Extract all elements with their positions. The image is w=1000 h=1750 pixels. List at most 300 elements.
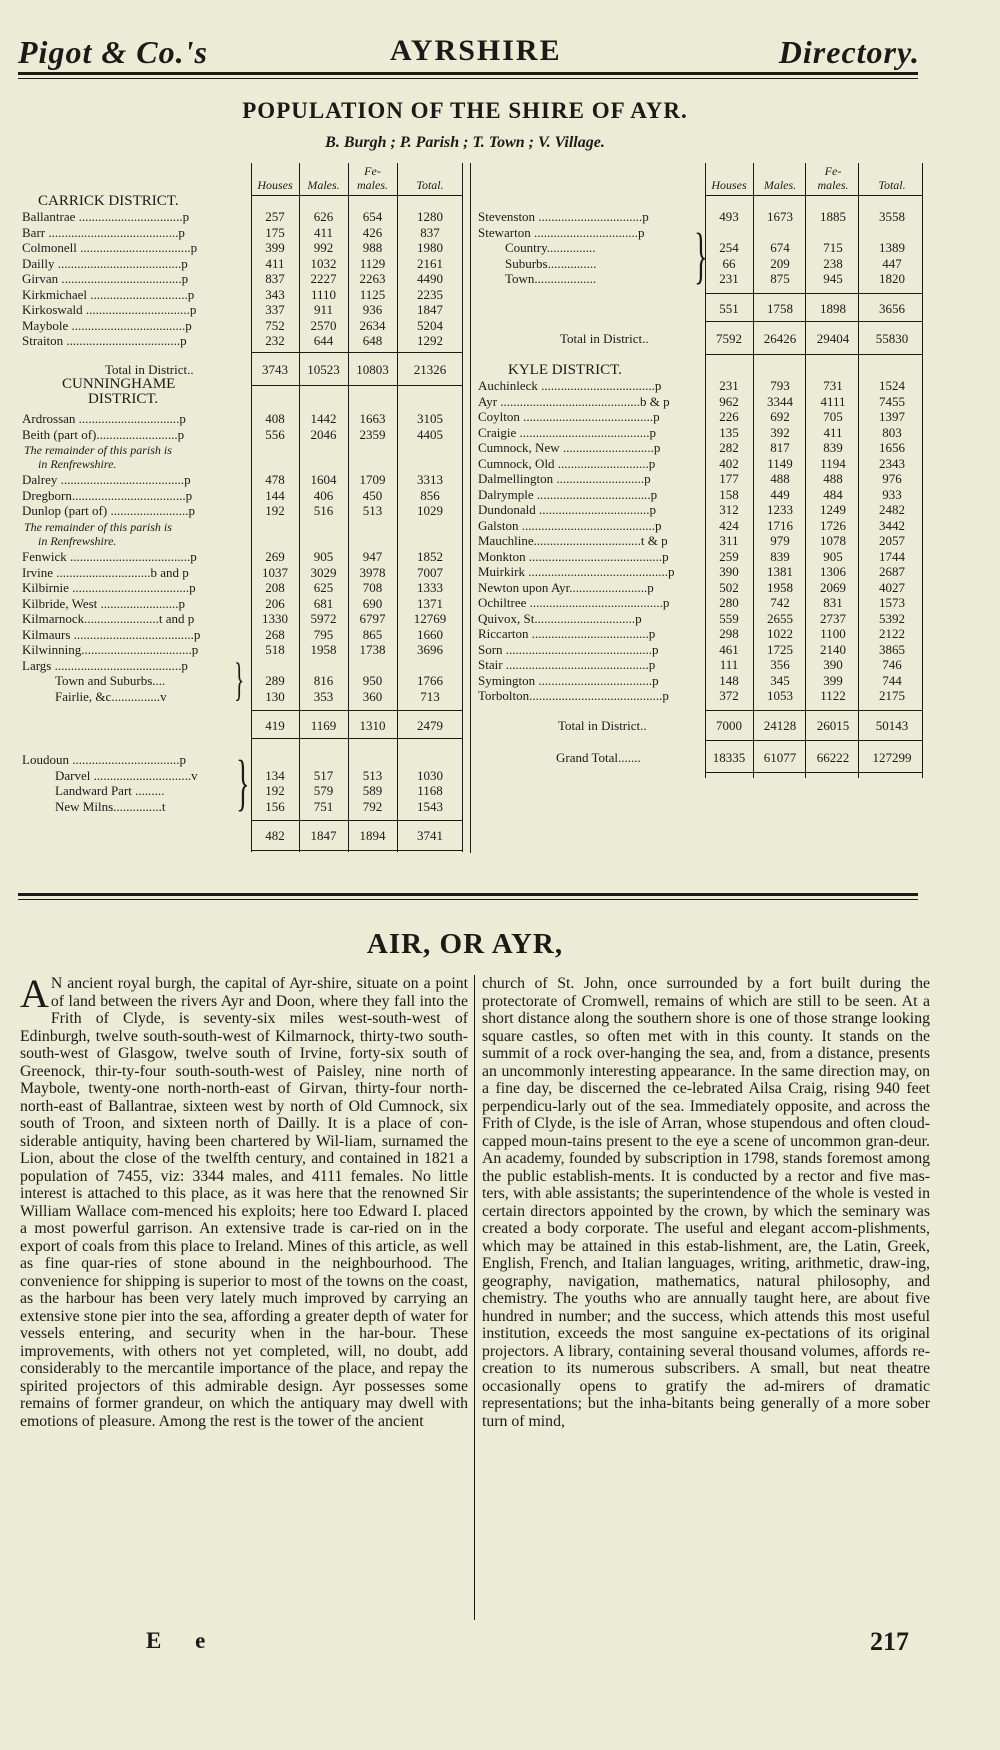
table-row-label: Cumnock, Old ............................p [478, 455, 656, 471]
table-row-label: Fairlie, &c...............v [55, 688, 167, 704]
table-cell-t: 50143 [875, 717, 909, 733]
table-row-label: Kilwinning..................................p [22, 642, 199, 657]
table-cell-f: 3978 [359, 564, 386, 580]
table-cell-m: 356 [770, 657, 790, 672]
table-cell-m: 488 [770, 471, 790, 486]
table-row-label: Symington ...................................p [478, 672, 659, 688]
table-row-label: Ochiltree .........................................p [478, 595, 670, 610]
table-row-label: Country............... [505, 240, 596, 255]
table-cell-m: 692 [770, 409, 790, 424]
table-cell-m: 1758 [767, 300, 793, 316]
table-cell-t: 4490 [417, 271, 443, 286]
table-cell-h: 134 [265, 767, 285, 783]
table-cell-t: 746 [882, 657, 902, 672]
table-cell-m: 1032 [310, 255, 337, 271]
table-cell-f: 865 [362, 626, 383, 642]
table-cell-h: 206 [265, 595, 285, 611]
table-cell-f: 2140 [820, 641, 846, 657]
table-row-label: Dundonald ..................................p [478, 502, 657, 517]
table-note: in Renfrewshire. [38, 457, 117, 471]
table-cell-m: 905 [313, 549, 334, 564]
table-row-label: Maybole ...................................p [22, 317, 192, 333]
district-heading-kyle: KYLE DISTRICT. [508, 362, 622, 378]
table-cell-f: 1894 [359, 828, 386, 843]
table-cell-m: 26426 [763, 331, 797, 346]
table-note: in Renfrewshire. [38, 533, 117, 548]
table-cell-t: 7455 [879, 393, 905, 409]
district-total-label: Total in District.. [558, 717, 647, 733]
table-cell-f: 513 [362, 503, 383, 518]
table-column-line [922, 163, 923, 778]
table-cell-f: 1663 [359, 411, 386, 426]
table-cell-h: 7000 [716, 717, 742, 733]
table-cell-t: 3558 [879, 209, 905, 224]
table-cell-f: 238 [823, 255, 843, 271]
table-cell-t: 1660 [417, 626, 443, 642]
table-cell-f: 936 [362, 302, 383, 317]
table-row-label: Monkton .........................................p [478, 548, 669, 564]
table-cell-t: 856 [420, 487, 440, 503]
table-note: The remainder of this parish is [24, 443, 172, 457]
table-column-line [299, 163, 300, 852]
table-cell-m: 2227 [310, 271, 337, 286]
table-row-label: Dunlop (part of) ........................p [22, 503, 195, 518]
table-cell-m: 411 [313, 224, 334, 240]
table-cell-m: 1958 [767, 579, 793, 595]
table-row-label: Dailly ......................................p [22, 255, 188, 271]
table-cell-h: 962 [719, 393, 739, 409]
table-cell-h: 556 [265, 426, 285, 442]
table-cell-h: 408 [265, 411, 285, 426]
table-cell-f: 708 [362, 580, 383, 595]
table-cell-f: 360 [362, 688, 383, 704]
column-header-females: males. [357, 178, 388, 192]
table-cell-h: 411 [265, 255, 285, 271]
table-cell-t: 3741 [417, 828, 443, 843]
table-cell-f: 26015 [816, 717, 850, 733]
table-cell-m: 625 [313, 580, 334, 595]
drop-cap: A [20, 971, 49, 1016]
table-cell-t: 933 [882, 486, 902, 502]
table-cell-m: 751 [313, 798, 334, 814]
table-row-label: Kilbride, West ........................p [22, 595, 186, 611]
table-title: POPULATION OF THE SHIRE OF AYR. [242, 98, 688, 123]
table-cell-t: 1397 [879, 409, 905, 424]
table-cell-f: 513 [362, 767, 383, 783]
table-cell-t: 3656 [879, 300, 905, 316]
table-rule [251, 738, 462, 739]
table-cell-h: 226 [719, 409, 739, 424]
table-cell-h: 257 [265, 209, 285, 224]
table-cell-t: 713 [420, 688, 440, 704]
table-cell-h: 3743 [262, 362, 288, 377]
table-rule [705, 740, 922, 741]
table-row-label: Torbolton.........................................p [478, 688, 669, 703]
table-cell-t: 3696 [417, 642, 443, 657]
table-rule [705, 354, 922, 355]
table-row-label: Galston .........................................p [478, 517, 662, 533]
table-cell-h: 144 [265, 487, 285, 503]
article-title: AIR, OR AYR, [366, 928, 564, 960]
table-cell-h: 402 [719, 455, 739, 471]
table-cell-m: 5972 [310, 611, 337, 626]
table-row-label: Landward Part ......... [55, 783, 165, 798]
table-cell-m: 681 [313, 595, 334, 611]
table-cell-m: 817 [770, 440, 790, 455]
table-cell-m: 3344 [767, 393, 793, 409]
table-cell-m: 1233 [767, 502, 793, 517]
table-cell-h: 482 [265, 828, 285, 843]
table-cell-t: 1524 [879, 378, 905, 393]
table-cell-t: 1744 [879, 548, 905, 564]
table-cell-t: 12769 [413, 611, 447, 626]
table-cell-t: 447 [882, 255, 902, 271]
table-row-label: Kirkoswald ................................p [22, 302, 197, 317]
table-cell-t: 2687 [879, 564, 905, 579]
table-row-label: Riccarton ....................................p [478, 626, 656, 641]
table-cell-h: 156 [265, 798, 285, 814]
table-cell-m: 3029 [310, 564, 337, 580]
table-cell-m: 209 [770, 255, 790, 271]
table-cell-h: 148 [719, 672, 739, 688]
table-cell-f: 1898 [820, 300, 846, 316]
table-column-line [251, 163, 252, 852]
table-cell-t: 2482 [879, 502, 905, 517]
table-row-label: Cumnock, New ............................p [478, 440, 661, 455]
table-cell-h: 289 [265, 673, 285, 688]
table-cell-t: 3313 [417, 472, 443, 487]
table-cell-t: 2057 [879, 533, 905, 548]
table-cell-f: 10803 [356, 362, 389, 377]
page-number: 217 [870, 1627, 909, 1656]
table-cell-h: 337 [265, 302, 285, 317]
table-cell-h: 298 [719, 626, 739, 641]
table-cell-h: 130 [265, 688, 285, 704]
table-cell-m: 2655 [767, 610, 793, 626]
table-cell-m: 644 [313, 333, 334, 348]
table-cell-m: 449 [770, 486, 790, 502]
brace-mark: } [236, 749, 250, 817]
table-rule [705, 321, 922, 322]
article-column-2 [482, 975, 930, 1430]
table-row-label: Colmonell ..................................p [22, 240, 198, 255]
table-cell-h: 493 [719, 209, 739, 224]
table-cell-f: 411 [823, 424, 843, 440]
table-cell-f: 654 [362, 209, 383, 224]
table-cell-h: 1330 [262, 611, 288, 626]
section-rule-thin [18, 899, 918, 900]
table-row-label: New Milns...............t [55, 798, 166, 814]
column-header-t: Total. [416, 178, 444, 192]
table-cell-f: 2737 [820, 610, 846, 626]
table-cell-h: 518 [265, 642, 285, 657]
table-cell-f: 1129 [359, 255, 386, 271]
table-rule [705, 195, 922, 196]
table-cell-h: 231 [719, 271, 739, 286]
column-header-females-top: Fe- [364, 164, 381, 178]
column-header-h: Houses [257, 178, 293, 192]
table-row-label: Barr ........................................p [22, 224, 185, 240]
column-divider [474, 975, 475, 1620]
table-cell-f: 4111 [820, 393, 846, 409]
table-cell-h: 502 [719, 579, 739, 595]
table-cell-t: 3865 [879, 641, 905, 657]
table-row-label: Town and Suburbs.... [55, 673, 166, 688]
table-cell-h: 259 [719, 548, 739, 564]
table-cell-h: 135 [719, 424, 739, 440]
table-cell-h: 232 [265, 333, 285, 348]
table-row-label: Kilmarnock.......................t and p [22, 611, 195, 626]
table-cell-f: 426 [362, 224, 383, 240]
table-rule [251, 820, 462, 821]
table-cell-m: 2570 [310, 317, 337, 333]
table-cell-f: 1249 [820, 502, 846, 517]
table-cell-t: 1030 [417, 767, 443, 783]
table-row-label: Auchinleck ...................................p [478, 378, 662, 393]
section-rule-thick [18, 893, 918, 896]
table-cell-f: 2069 [820, 579, 846, 595]
table-cell-t: 1980 [417, 240, 443, 255]
table-row-label: Straiton ...................................p [22, 333, 187, 348]
district-heading-cunninghame: CUNNINGHAME [62, 376, 176, 392]
table-cell-h: 192 [265, 503, 285, 518]
running-header-left: Pigot & Co.'s [18, 34, 208, 70]
table-cell-f: 705 [823, 409, 843, 424]
table-cell-f: 831 [823, 595, 843, 610]
table-cell-m: 392 [770, 424, 790, 440]
table-cell-f: 2359 [359, 426, 386, 442]
table-cell-h: 7592 [716, 331, 742, 346]
table-cell-h: 208 [265, 580, 285, 595]
table-row-label: Darvel ..............................v [55, 767, 198, 783]
table-cell-h: 111 [719, 657, 739, 672]
table-cell-f: 2263 [359, 271, 386, 286]
table-cell-m: 1847 [310, 828, 337, 843]
table-cell-f: 1885 [820, 209, 846, 224]
table-cell-t: 21326 [413, 362, 447, 377]
table-cell-f: 488 [823, 471, 843, 486]
table-cell-m: 674 [770, 240, 790, 255]
table-cell-h: 372 [719, 688, 739, 703]
table-cell-f: 715 [823, 240, 843, 255]
column-header-h: Houses [711, 178, 747, 192]
table-cell-m: 517 [313, 767, 334, 783]
district-total-label: Total in District.. [105, 362, 194, 377]
table-row-label: Loudoun .................................p [22, 752, 186, 767]
table-rule [251, 385, 462, 386]
table-cell-m: 1169 [310, 718, 337, 733]
table-cell-f: 792 [362, 798, 383, 814]
table-rule [705, 772, 922, 773]
table-cell-t: 744 [882, 672, 902, 688]
table-cell-m: 1442 [310, 411, 337, 426]
column-header-m: Males. [763, 178, 797, 192]
table-row-label: Largs .......................................p [22, 657, 188, 673]
table-row-label: Beith (part of).........................p [22, 426, 185, 442]
table-cell-f: 1306 [820, 564, 846, 579]
table-cell-h: 551 [719, 300, 739, 316]
table-cell-t: 2161 [417, 255, 443, 271]
table-cell-h: 312 [719, 502, 739, 517]
table-row-label: Fenwick .....................................p [22, 549, 197, 564]
table-cell-t: 1333 [417, 580, 443, 595]
table-column-line [397, 163, 398, 852]
district-heading-carrick: CARRICK DISTRICT. [38, 193, 179, 209]
table-cell-h: 461 [719, 641, 739, 657]
table-cell-m: 875 [770, 271, 790, 286]
table-column-line [805, 163, 806, 778]
table-cell-m: 61077 [763, 749, 797, 765]
table-cell-f: 1194 [820, 455, 846, 471]
table-cell-h: 269 [265, 549, 285, 564]
table-row-label: Stewarton ................................p [478, 224, 645, 240]
table-rule [251, 710, 462, 711]
table-cell-t: 2122 [879, 626, 905, 641]
table-cell-f: 2634 [359, 317, 386, 333]
table-row-label: Quivox, St...............................p [478, 610, 642, 626]
table-cell-h: 424 [719, 517, 739, 533]
brace-mark: } [694, 221, 708, 290]
table-cell-f: 690 [362, 595, 383, 611]
table-cell-f: 6797 [359, 611, 386, 626]
table-cell-h: 231 [719, 378, 739, 393]
table-cell-t: 1656 [879, 440, 905, 455]
article-column-1 [20, 971, 468, 1430]
table-cell-m: 1958 [310, 642, 337, 657]
table-row-label: Ardrossan ...............................p [22, 411, 186, 426]
table-cell-m: 1022 [767, 626, 793, 641]
table-cell-h: 343 [265, 286, 285, 302]
table-cell-h: 837 [265, 271, 285, 286]
table-cell-h: 311 [719, 533, 739, 548]
table-row-label: Girvan .....................................p [22, 271, 189, 286]
table-rule [251, 195, 462, 196]
table-cell-t: 4405 [417, 426, 443, 442]
table-cell-h: 66 [722, 255, 736, 271]
running-header-right: Directory. [778, 34, 920, 70]
table-cell-m: 10523 [307, 362, 340, 377]
table-cell-f: 839 [823, 440, 843, 455]
table-cell-f: 1310 [359, 718, 386, 733]
table-row-label: Dalrymple ...................................p [478, 486, 658, 502]
table-cell-m: 1604 [310, 472, 337, 487]
table-cell-t: 1573 [879, 595, 905, 610]
table-row-label: Suburbs............... [505, 255, 597, 271]
table-row-label: Stevenston ................................p [478, 209, 649, 224]
table-row-label: Dalrey ......................................p [22, 472, 191, 487]
table-cell-f: 1122 [820, 688, 846, 703]
table-cell-t: 3105 [417, 411, 443, 426]
column-header-m: Males. [307, 178, 340, 192]
table-cell-h: 752 [265, 317, 285, 333]
table-cell-t: 1168 [417, 783, 443, 798]
table-column-line [462, 163, 463, 852]
table-cell-h: 399 [265, 240, 285, 255]
district-total-label: Total in District.. [560, 331, 649, 346]
table-row-label: Coylton ........................................p [478, 409, 660, 424]
table-row-label: Mauchline.................................t & p [478, 533, 668, 548]
table-cell-m: 353 [313, 688, 334, 704]
table-cell-t: 2235 [417, 286, 443, 302]
table-cell-m: 1716 [767, 517, 793, 533]
table-cell-m: 626 [313, 209, 334, 224]
table-cell-t: 1847 [417, 302, 443, 317]
table-row-label: Irvine .............................b and p [22, 564, 189, 580]
table-cell-h: 1037 [262, 564, 288, 580]
table-cell-m: 516 [313, 503, 334, 518]
table-cell-f: 1738 [359, 642, 386, 657]
table-cell-h: 280 [719, 595, 739, 610]
table-cell-f: 945 [823, 271, 843, 286]
table-cell-t: 7007 [417, 564, 443, 580]
table-cell-m: 816 [313, 673, 334, 688]
table-cell-f: 589 [362, 783, 383, 798]
article-text-col2: church of St. John, once surrounded by a fort built during the protectorate of Cromwell, remains of which are still to be seen. At a short distance along the southern shore is one of those strange looking square castles, so often met with in this county. It stands on the summit of a rock over-hanging the sea, and, from a distance, presents an uncommonly interesting appearance. In the same direction may, on a fine day, be discerned the ce-lebrated Ailsa Craig, rising 940 feet perpendicu-larly out of the sea. Immediately opposite, and across the Frith of Clyde, is the isle of Arran, whose stupendous and often cloud-capped moun-tains present to the eye a scene of uncommon gran-deur. An academy, founded by subscription in 1798, stands foremost among the public establish-ments. It is conducted by a rector and five mas-ters, with able assistants; the superintendence of the whole is vested in certain directors appointed by the crown, by which the seminary was created a body corporate. The useful and elegant accom-plishments, which may be attained in this estab-lishment, are, the Latin, Greek, English, French, and Italian languages, writing, arithmetic, draw-ing, geography, navigation, mathematics, natural philosophy, and chemistry. The youths who are annually taught here, are about five hundred in number; and the success, which attends this most useful institution, exceeds the most sanguine ex-pectations of its original projectors. A library, containing several thousand volumes, affords re-creation to its numerous subscribers. A small, but neat theatre occasionally opens to gratify the ad-mirers of dramatic representations; but the inha-bitants being generally of a more sober turn of mind, [482, 975, 930, 1430]
district-heading-cunninghame-2: DISTRICT. [88, 391, 159, 407]
table-row-label: Kilbirnie ....................................p [22, 580, 196, 595]
table-cell-m: 1053 [767, 688, 793, 703]
table-cell-f: 1078 [820, 533, 846, 548]
column-header-females: males. [817, 178, 849, 192]
table-row-label: Town................... [505, 271, 597, 286]
table-cell-m: 1149 [767, 455, 793, 471]
table-cell-f: 1726 [820, 517, 846, 533]
table-cell-h: 478 [265, 472, 285, 487]
table-cell-m: 1673 [767, 209, 793, 224]
brace-mark: } [234, 654, 245, 706]
table-cell-h: 192 [265, 783, 285, 798]
table-cell-m: 1725 [767, 641, 793, 657]
table-cell-m: 24128 [763, 717, 797, 733]
table-cell-t: 3442 [879, 517, 905, 533]
table-cell-m: 1381 [767, 564, 793, 579]
table-cell-t: 1280 [417, 209, 443, 224]
table-rule [251, 352, 462, 353]
table-cell-t: 5204 [417, 317, 443, 333]
table-row-label: Newton upon Ayr........................p [478, 579, 654, 595]
table-cell-h: 177 [719, 471, 739, 486]
table-column-line [753, 163, 754, 778]
table-cell-h: 419 [265, 718, 285, 733]
table-cell-f: 648 [362, 333, 383, 348]
table-row-label: Kilmaurs .....................................p [22, 626, 201, 642]
table-row-label: Stair ............................................p [478, 657, 656, 672]
table-cell-t: 803 [882, 424, 902, 440]
table-cell-m: 979 [770, 533, 790, 548]
table-row-label: Dalmellington ...........................p [478, 471, 651, 486]
table-cell-m: 579 [313, 783, 334, 798]
table-cell-t: 1766 [417, 673, 443, 688]
table-cell-t: 1543 [417, 798, 443, 814]
table-row-label: Muirkirk ...........................................p [478, 564, 675, 579]
table-cell-m: 406 [313, 487, 334, 503]
table-cell-t: 1029 [417, 503, 443, 518]
table-cell-f: 905 [823, 548, 843, 564]
running-header-center: AYRSHIRE [390, 34, 562, 67]
table-cell-t: 1371 [417, 595, 443, 611]
grand-total-label: Grand Total....... [556, 749, 641, 765]
table-cell-f: 1125 [359, 286, 386, 302]
table-row-label: Kirkmichael ..............................p [22, 286, 195, 302]
table-column-line [348, 163, 349, 852]
table-cell-t: 1820 [879, 271, 905, 286]
table-row-label: Sorn .............................................p [478, 641, 659, 657]
table-cell-m: 2046 [310, 426, 337, 442]
table-cell-f: 1709 [359, 472, 386, 487]
signature-mark: E e [146, 1628, 220, 1653]
table-cell-t: 4027 [879, 579, 905, 595]
table-rule [705, 710, 922, 711]
